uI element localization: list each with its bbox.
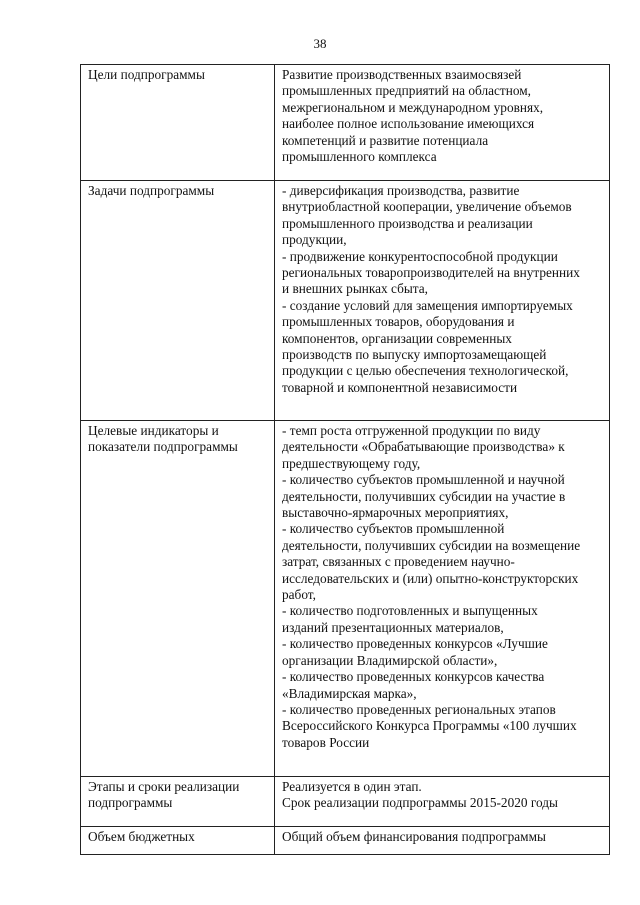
value-line: - количество проведенных региональных этапов	[282, 701, 556, 717]
page-number: 38	[313, 36, 327, 51]
row-value	[275, 181, 610, 421]
value-line: Срок реализации подпрограммы 2015-2020 годы	[282, 795, 558, 811]
value-line: промышленного комплекса	[282, 149, 437, 165]
value-line: и внешних рынках сбыта,	[282, 281, 428, 297]
label-line: показатели подпрограммы	[88, 439, 238, 455]
row-label	[81, 827, 275, 855]
value-line: товарной и компонентной независимости	[282, 379, 518, 395]
value-line: продукции с целью обеспечения технологической,	[282, 363, 569, 379]
row-value	[275, 65, 610, 181]
table-row-indicators	[81, 421, 610, 777]
value-line: организации Владимирской области»,	[282, 652, 498, 668]
value-line: работ,	[282, 587, 316, 603]
label-line: Целевые индикаторы и	[88, 423, 219, 438]
value-line: затрат, связанных с проведением научно-	[282, 554, 515, 570]
value-line: - количество подготовленных и выпущенных	[282, 603, 538, 619]
value-line: - диверсификация производства, развитие	[282, 183, 520, 198]
value-line: деятельности, получивших субсидии на участие в	[282, 488, 566, 504]
value-line: промышленных предприятий на областном,	[282, 83, 531, 99]
label-line: Цели подпрограммы	[88, 67, 205, 82]
value-line: - количество проведенных конкурсов «Лучшие	[282, 636, 548, 652]
value-line: - количество субъектов промышленной и научной	[282, 472, 565, 488]
value-line: продукции,	[282, 232, 347, 248]
value-line: - темп роста отгруженной продукции по виду	[282, 423, 541, 438]
label-line: подпрограммы	[88, 795, 173, 811]
value-line: деятельности «Обрабатывающие производства» к	[282, 439, 565, 455]
value-line: региональных товаропроизводителей на внутренних	[282, 265, 580, 281]
value-line: «Владимирская марка»,	[282, 685, 417, 701]
value-line: деятельности, получивших субсидии на возмещение	[282, 537, 581, 553]
value-line: - количество субъектов промышленной	[282, 521, 505, 537]
row-value	[275, 777, 610, 827]
value-line: - количество проведенных конкурсов качества	[282, 669, 545, 685]
value-line: товаров России	[282, 734, 370, 750]
value-line: Общий объем финансирования подпрограммы	[282, 829, 546, 844]
row-label	[81, 777, 275, 827]
program-passport-table	[80, 64, 610, 855]
value-line: Реализуется в один этап.	[282, 779, 422, 794]
row-value	[275, 827, 610, 855]
table-row-tasks	[81, 181, 610, 421]
value-line: компонентов, организации современных	[282, 330, 512, 346]
value-line: Развитие производственных взаимосвязей	[282, 67, 522, 82]
value-line: производств по выпуску импортозамещающей	[282, 347, 547, 363]
table-row-stages	[81, 777, 610, 827]
label-line: Объем бюджетных	[88, 829, 195, 844]
table-row-budget	[81, 827, 610, 855]
table-row-goals	[81, 65, 610, 181]
value-line: изданий презентационных материалов,	[282, 619, 504, 635]
value-line: промышленного производства и реализации	[282, 215, 533, 231]
value-line: выставочно-ярмарочных мероприятиях,	[282, 505, 509, 521]
row-label	[81, 181, 275, 421]
value-line: предшествующему году,	[282, 455, 421, 471]
value-line: исследовательских и (или) опытно-конструкторских	[282, 570, 579, 586]
value-line: - продвижение конкурентоспособной продукции	[282, 248, 558, 264]
value-line: - создание условий для замещения импортируемых	[282, 297, 573, 313]
value-line: наиболее полное использование имеющихся	[282, 116, 535, 132]
row-label	[81, 421, 275, 777]
row-value	[275, 421, 610, 777]
row-label	[81, 65, 275, 181]
label-line: Этапы и сроки реализации	[88, 779, 240, 794]
value-line: промышленных товаров, оборудования и	[282, 314, 515, 330]
value-line: межрегиональном и международном уровнях,	[282, 99, 544, 115]
value-line: Всероссийского Конкурса Программы «100 лучших	[282, 718, 577, 734]
value-line: внутриобластной кооперации, увеличение объемов	[282, 199, 572, 215]
value-line: компетенций и развитие потенциала	[282, 132, 489, 148]
label-line: Задачи подпрограммы	[88, 183, 215, 198]
